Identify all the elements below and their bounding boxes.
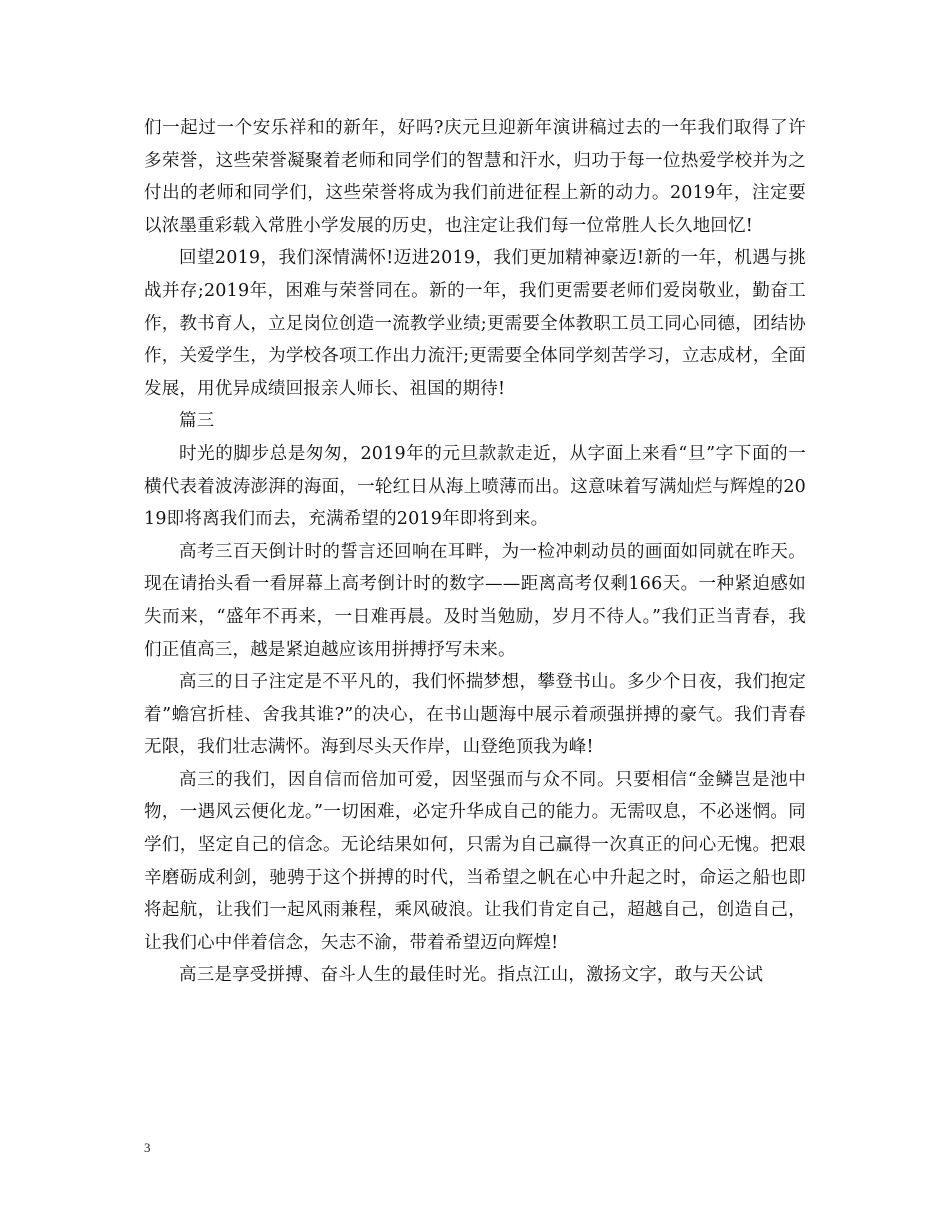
paragraph-6: 高三的我们，因自信而倍加可爱，因坚强而与众不同。只要相信“金鳞岂是池中物，一遇风云便化龙。”一切困难，必定升华成自己的能力。无需叹息，不必迷惘。同学们，坚定自己的信念。无论结果如何，只需为自己赢得一次真正的问心无愧。把艰辛磨砺成利剑，驰骋于这个拼搏的时代，当希望之帆在心中升起之时，命运之船也即将起航，让我们一起风雨兼程，乘风破浪。让我们肯定自己，超越自己，创造自己，让我们心中伴着信念，矢志不渝，带着希望迈向辉煌! xyxy=(144,769,806,953)
paragraph-1: 们一起过一个安乐祥和的新年，好吗?庆元旦迎新年演讲稿过去的一年我们取得了许多荣誉，这些荣誉凝聚着老师和同学们的智慧和汗水，归功于每一位热爱学校并为之付出的老师和同学们，这些荣誉将成为我们前进征程上新的动力。2019年，注定要以浓墨重彩载入常胜小学发展的历史，也注定让我们每一位常胜人长久地回忆! xyxy=(144,118,806,236)
document-body xyxy=(144,112,806,992)
paragraph-7: 高三是享受拼搏、奋斗人生的最佳时光。指点江山，激扬文字，敢与天公试 xyxy=(179,965,764,986)
section-heading: 篇三 xyxy=(179,411,215,432)
paragraph-4: 高考三百天倒计时的誓言还回响在耳畔，为一检冲刺动员的画面如同就在昨天。现在请抬头看一看屏幕上高考倒计时的数字——距离高考仅剩166天。一种紧迫感如失而来，“盛年不再来，一日难再晨。及时当勉励，岁月不待人。”我们正当青春，我们正值高三，越是紧迫越应该用拼搏抒写未来。 xyxy=(144,541,806,660)
paragraph-3: 时光的脚步总是匆匆，2019年的元旦款款走近，从字面上来看“旦”字下面的一横代表着波涛澎湃的海面，一轮红日从海上喷薄而出。这意味着写满灿烂与辉煌的2019即将离我们而去，充满希望的2019年即将到来。 xyxy=(144,443,806,530)
paragraph-2: 回望2019，我们深情满怀!迈进2019，我们更加精神豪迈!新的一年，机遇与挑战并存;2019年，困难与荣誉同在。新的一年，我们更需要老师们爱岗敬业，勤奋工作，教书育人，立足岗位创造一流教学业绩;更需要全体教职工员工同心同德，团结协作，关爱学生，为学校各项工作出力流汗;更需要全体同学刻苦学习，立志成材，全面发展，用优异成绩回报亲人师长、祖国的期待! xyxy=(144,248,806,399)
paragraph-5: 高三的日子注定是不平凡的，我们怀揣梦想，攀登书山。多少个日夜，我们抱定着”蟾宫折桂、舍我其谁?”的决心，在书山题海中展示着顽强拼搏的豪气。我们青春无限，我们壮志满怀。海到尽头天作岸，山登绝顶我为峰! xyxy=(144,672,806,758)
page-number: 3 xyxy=(144,1140,151,1155)
